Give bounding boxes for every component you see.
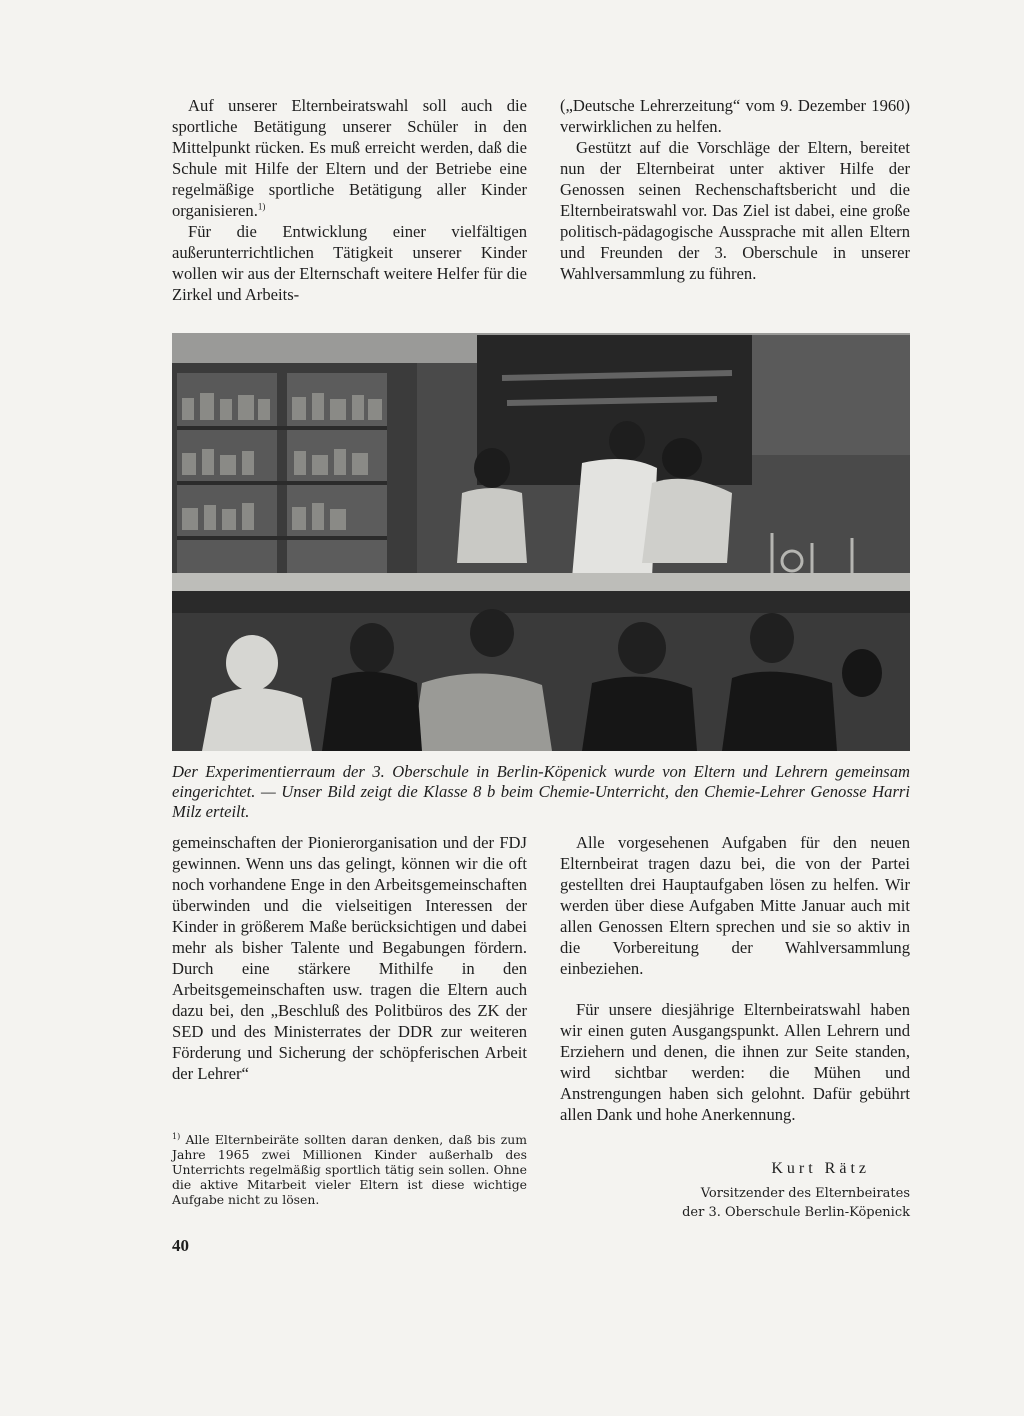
paragraph: Für die Entwicklung einer vielfältigen außerunterrichtlichen Tätigkeit unserer Kinder wollen wir aus der Elternschaft weitere Helfer für die Zirkel und Arbeits- — [172, 222, 527, 304]
classroom-photo — [172, 333, 910, 751]
footnote-mark: 1) — [172, 1131, 181, 1141]
column-top-left — [172, 95, 527, 305]
footnote — [172, 1132, 527, 1207]
paragraph: gemeinschaften der Pionierorganisation und der FDJ gewinnen. Wenn uns das gelingt, können wir die oft noch vorhandene Enge in den Arbeitsgemeinschaften überwinden und die vielseitigen Interessen der Kinder in größerem Maße berücksichtigen und dabei mehr als bisher Talente und Begabungen fördern. Durch eine stärkere Mithilfe in den Arbeitsgemeinschaften usw. tragen die Eltern auch dazu bei, den „Beschluß des Politbüros des ZK der SED und des Ministerrates der DDR zur weiteren Förderung und Sicherung der schöpferischen Arbeit der Lehrer“ — [172, 833, 527, 1083]
author-name: Kurt Rätz — [771, 1160, 870, 1177]
paragraph: Gestützt auf die Vorschläge der Eltern, bereitet nun der Elternbeirat unter aktiver Hilfe der Genossen seinen Rechenschaftsbericht und die Elternbeiratswahl vor. Das Ziel ist dabei, eine große politisch-pädagogische Aussprache mit allen Eltern und Freunden der 3. Oberschule in unserer Wahlversammlung zu führen. — [560, 138, 910, 283]
footnote-text: Alle Elternbeiräte sollten daran denken, daß bis zum Jahre 1965 zwei Millionen Kinder außerhalb des Unterrichts regelmäßig sportlich tätig sein sollen. Ohne die aktive Mitarbeit vieler Eltern ist diese wichtige Aufgabe nicht zu lösen. — [172, 1132, 527, 1207]
column-bottom-right — [560, 832, 910, 1125]
author-role — [560, 1184, 910, 1222]
paragraph: Für unsere diesjährige Elternbeiratswahl haben wir einen guten Ausgangspunkt. Allen Lehrern und Erziehern und denen, die ihnen zur Seite standen, wird sichtbar werden: die Mühen und Anstrengungen haben sich gelohnt. Dafür gebührt allen Dank und hohe Anerkennung. — [560, 1000, 910, 1124]
column-bottom-left — [172, 832, 527, 1084]
footnote-reference[interactable]: 1) — [257, 201, 266, 212]
photo-caption: Der Experimentierraum der 3. Oberschule in Berlin-Köpenick wurde von Eltern und Lehrern gemeinsam eingerichtet. — Unser Bild zeigt die Klasse 8 b beim Chemie-Unterricht, den Chemie-Lehrer Genosse Harri Milz erteilt. — [172, 762, 910, 821]
author-role-line: Vorsitzender des Elternbeirates — [700, 1186, 910, 1201]
paragraph: („Deutsche Lehrerzeitung“ vom 9. Dezember 1960) verwirklichen zu helfen. — [560, 96, 910, 136]
paragraph: Auf unserer Elternbeiratswahl soll auch die sportliche Betätigung unserer Schüler in den Mittelpunkt rücken. Es muß erreicht werden, daß die Schule mit Hilfe der Eltern und der Betriebe eine regelmäßige sportliche Betätigung aller Kinder organisieren.$^{1)}$ — [172, 96, 527, 220]
page-number: 40 — [172, 1236, 189, 1255]
paragraph: Alle vorgesehenen Aufgaben für den neuen Elternbeirat tragen dazu bei, die von der Partei gestellten drei Hauptaufgaben lösen zu helfen. Wir werden über diese Aufgaben Mitte Januar auch mit allen Genossen Eltern sprechen und sie so aktiv in die Vorbereitung der Wahlversammlung einbeziehen. — [560, 833, 910, 978]
column-top-right — [560, 95, 910, 284]
author-role-line: der 3. Oberschule Berlin-Köpenick — [682, 1205, 910, 1220]
